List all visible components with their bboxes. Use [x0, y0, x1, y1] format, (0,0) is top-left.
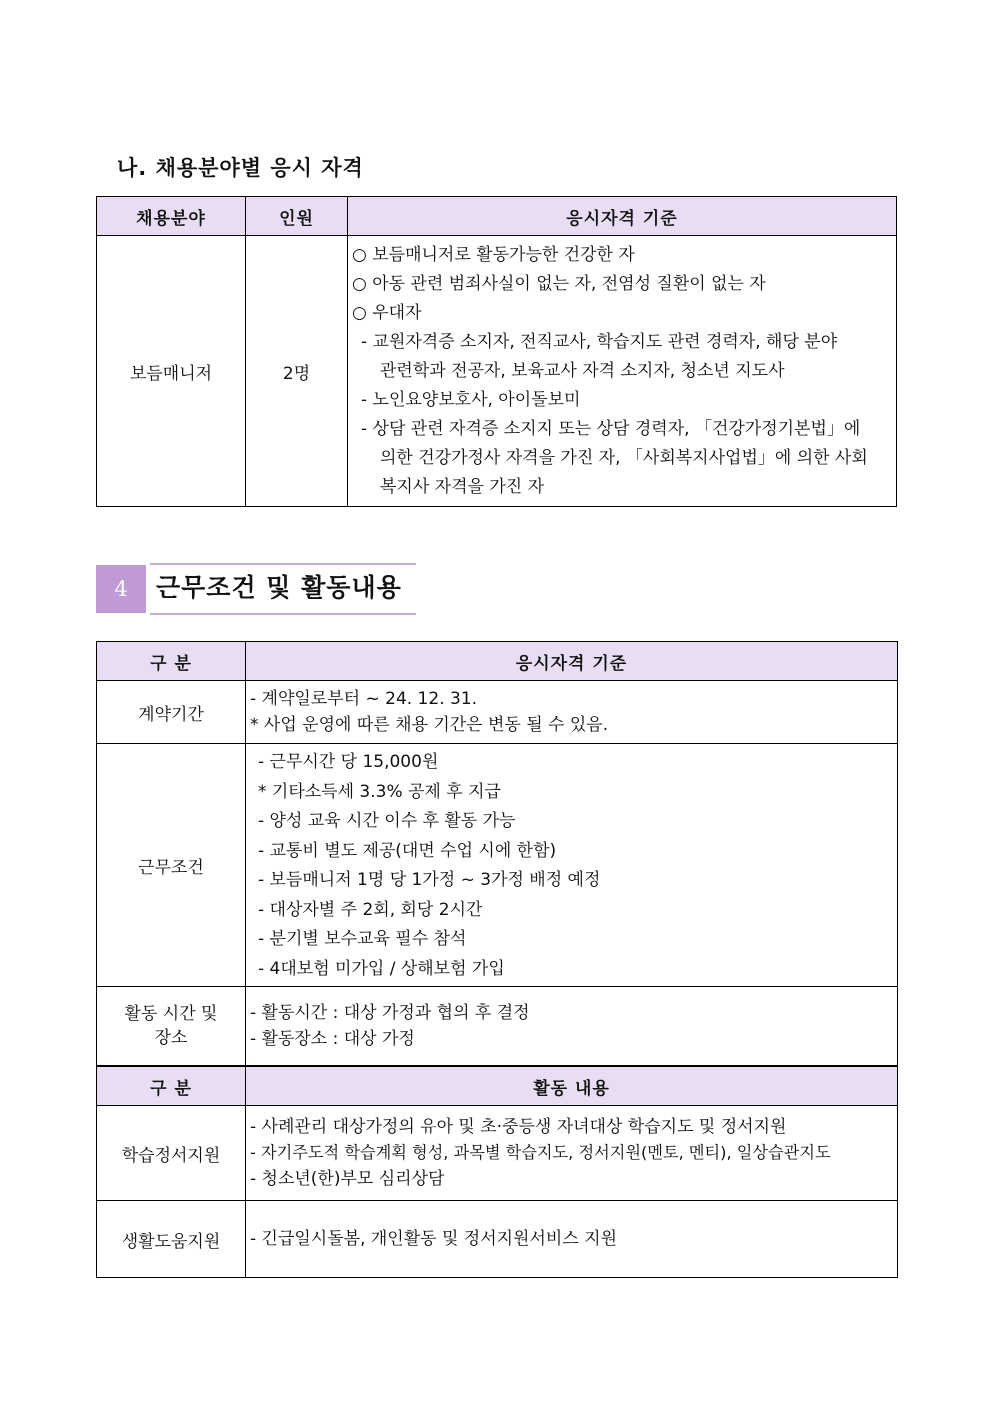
contract-line: * 사업 운영에 따른 채용 기간은 변동 될 수 있음.: [250, 715, 609, 735]
learning-line: - 자기주도적 학습계획 형성, 과목별 학습지도, 정서지원(멘토, 멘티), 일상습관지도: [250, 1143, 831, 1162]
contract-line: - 계약일로부터 ~ 24. 12. 31.: [250, 689, 478, 709]
header-qualification: 응시자격 기준: [348, 197, 897, 236]
time-place-cell: [246, 987, 898, 1066]
table-header-row: [97, 1067, 898, 1106]
qualification-line: ○ 아동 관련 범죄사실이 없는 자, 전염성 질환이 없는 자: [352, 273, 766, 294]
work-line: - 대상자별 주 2회, 회당 2시간: [258, 899, 483, 920]
qualification-line: ○ 우대자: [352, 302, 422, 323]
qualification-line: 관련학과 전공자, 보육교사 자격 소지자, 청소년 지도사: [380, 360, 785, 381]
contract-label: 계약기간: [97, 681, 246, 744]
section-b-heading: 나. 채용분야별 응시 자격: [117, 156, 364, 180]
header-criteria: 응시자격 기준: [246, 642, 898, 681]
qualification-line: 의한 건강가정사 자격을 가진 자, 「사회복지사업법」에 의한 사회: [380, 447, 868, 468]
activity-table: [96, 1066, 898, 1278]
learning-cell: [246, 1106, 898, 1201]
time-place-label: [97, 987, 246, 1066]
table-row-learning: [97, 1106, 898, 1201]
work-line: * 기타소득세 3.3% 공제 후 지급: [258, 781, 501, 802]
qualification-cell: [348, 236, 897, 507]
qualification-line: - 상담 관련 자격증 소지지 또는 상담 경력자, 「건강가정기본법」에: [361, 418, 861, 439]
work-label: 근무조건: [97, 744, 246, 987]
qualification-line: - 교원자격증 소지자, 전직교사, 학습지도 관련 경력자, 해당 분야: [361, 331, 838, 352]
table-row-contract: [97, 681, 898, 744]
contract-cell: [246, 681, 898, 744]
work-cell: [246, 744, 898, 987]
time-place-line: - 활동장소 : 대상 가정: [250, 1029, 415, 1049]
life-cell: [246, 1201, 898, 1278]
header-category: 구 분: [97, 1067, 246, 1106]
work-line: - 분기별 보수교육 필수 참석: [258, 929, 467, 949]
work-line: - 보듬매니저 1명 당 1가정 ~ 3가정 배정 예정: [258, 870, 601, 890]
life-label: 생활도움지원: [97, 1201, 246, 1278]
header-activity: 활동 내용: [246, 1067, 898, 1106]
work-line: - 근무시간 당 15,000원: [258, 752, 439, 772]
work-line: - 4대보험 미가입 / 상해보험 가입: [258, 958, 505, 979]
conditions-table: [96, 641, 898, 1066]
table-row-time-place: [97, 987, 898, 1066]
qualification-line: - 노인요양보호사, 아이돌보미: [361, 389, 581, 410]
learning-line: - 사례관리 대상가정의 유아 및 초·중등생 자녀대상 학습지도 및 정서지원: [250, 1117, 787, 1137]
work-line: - 교통비 별도 제공(대면 수업 시에 한함): [258, 840, 557, 861]
life-line: - 긴급일시돌봄, 개인활동 및 정서지원서비스 지원: [250, 1229, 617, 1249]
field-cell: 보듬매니저: [97, 236, 246, 507]
table-row-work: [97, 744, 898, 987]
qualification-line: ○ 보듬매니저로 활동가능한 건강한 자: [352, 244, 635, 265]
header-field: 채용분야: [97, 197, 246, 236]
learning-line: - 청소년(한)부모 심리상담: [250, 1169, 445, 1189]
header-category: 구 분: [97, 642, 246, 681]
learning-label: 학습정서지원: [97, 1106, 246, 1201]
table-row-life: [97, 1201, 898, 1278]
work-line: - 양성 교육 시간 이수 후 활동 가능: [258, 811, 516, 831]
time-place-label-line: 활동 시간 및: [124, 1004, 218, 1024]
header-count: 인원: [246, 197, 348, 236]
section-number: 4: [96, 565, 146, 613]
table-header-row: [97, 642, 898, 681]
qualification-table: [96, 196, 897, 507]
table-header-row: [97, 197, 897, 236]
count-cell: 2명: [246, 236, 348, 507]
table-row: [97, 236, 897, 507]
time-place-label-line: 장소: [154, 1028, 188, 1048]
qualification-line: 복지사 자격을 가진 자: [380, 476, 545, 497]
section-title: 근무조건 및 활동내용: [150, 563, 416, 615]
time-place-line: - 활동시간 : 대상 가정과 협의 후 결정: [250, 1003, 530, 1023]
